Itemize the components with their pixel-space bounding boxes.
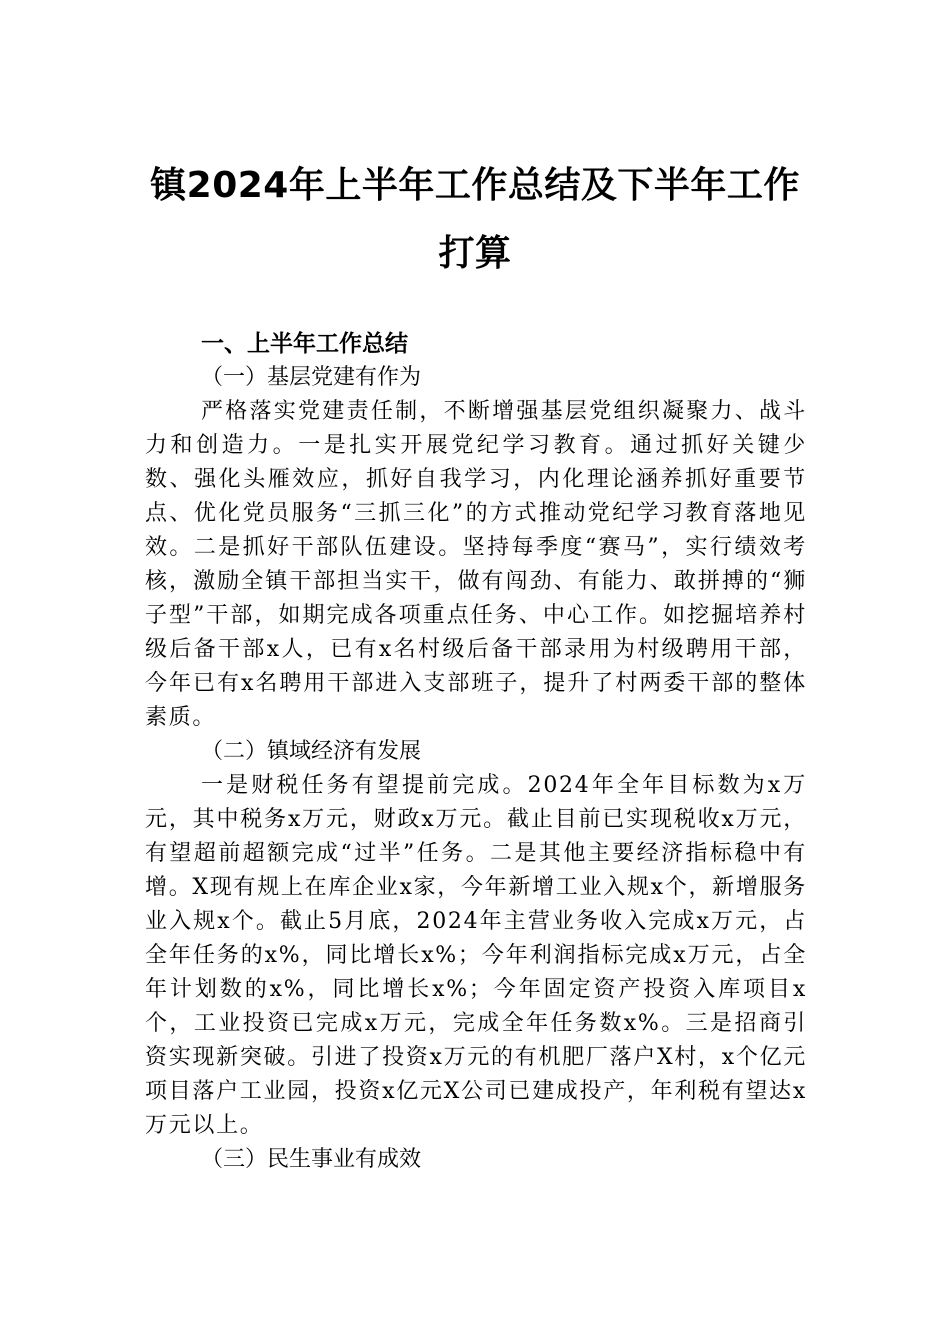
section-heading-first-half-summary: 一、上半年工作总结 — [201, 331, 408, 357]
document-title: 镇2024年上半年工作总结及下半年工作打算 — [150, 165, 800, 274]
subsection-heading-livelihood: （三）民生事业有成效 — [201, 1147, 422, 1172]
subsection-heading-party-building: （一）基层党建有作为 — [201, 365, 422, 390]
paragraph-town-economy: 一是财税任务有望提前完成。2024年全年目标数为x万元，其中税务x万元，财政x万元。截止目前已实现税收x万元，有望超前超额完成“过半”任务。二是其他主要经济指标稳中有增。X现有规上在库企业x家，今年新增工业入规x个，新增服务业入规x个。截止5月底，2024年主营业务收入完成x万元，占全年任务的x%，同比增长x%；今年利润指标完成x万元，占全年计划数的x%，同比增长x%；今年固定资产投资入库项目x个，工业投资已完成x万元，完成全年任务数x%。三是招商引资实现新突破。引进了投资x万元的有机肥厂落户X村，x个亿元项目落户工业园，投资x亿元X公司已建成投产，年利税有望达x万元以上。 — [145, 773, 807, 1138]
document-body — [145, 327, 807, 1177]
paragraph-party-building: 严格落实党建责任制，不断增强基层党组织凝聚力、战斗力和创造力。一是扎实开展党纪学习教育。通过抓好关键少数、强化头雁效应，抓好自我学习，内化理论涵养抓好重要节点、优化党员服务“三抓三化”的方式推动党纪学习教育落地见效。二是抓好干部队伍建设。坚持每季度“赛马”，实行绩效考核，激励全镇干部担当实干，做有闯劲、有能力、敢拼搏的“狮子型”干部，如期完成各项重点任务、中心工作。如挖掘培养村级后备干部x人，已有x名村级后备干部录用为村级聘用干部，今年已有x名聘用干部进入支部班子，提升了村两委干部的整体素质。 — [145, 399, 807, 730]
subsection-heading-town-economy: （二）镇域经济有发展 — [201, 739, 422, 764]
